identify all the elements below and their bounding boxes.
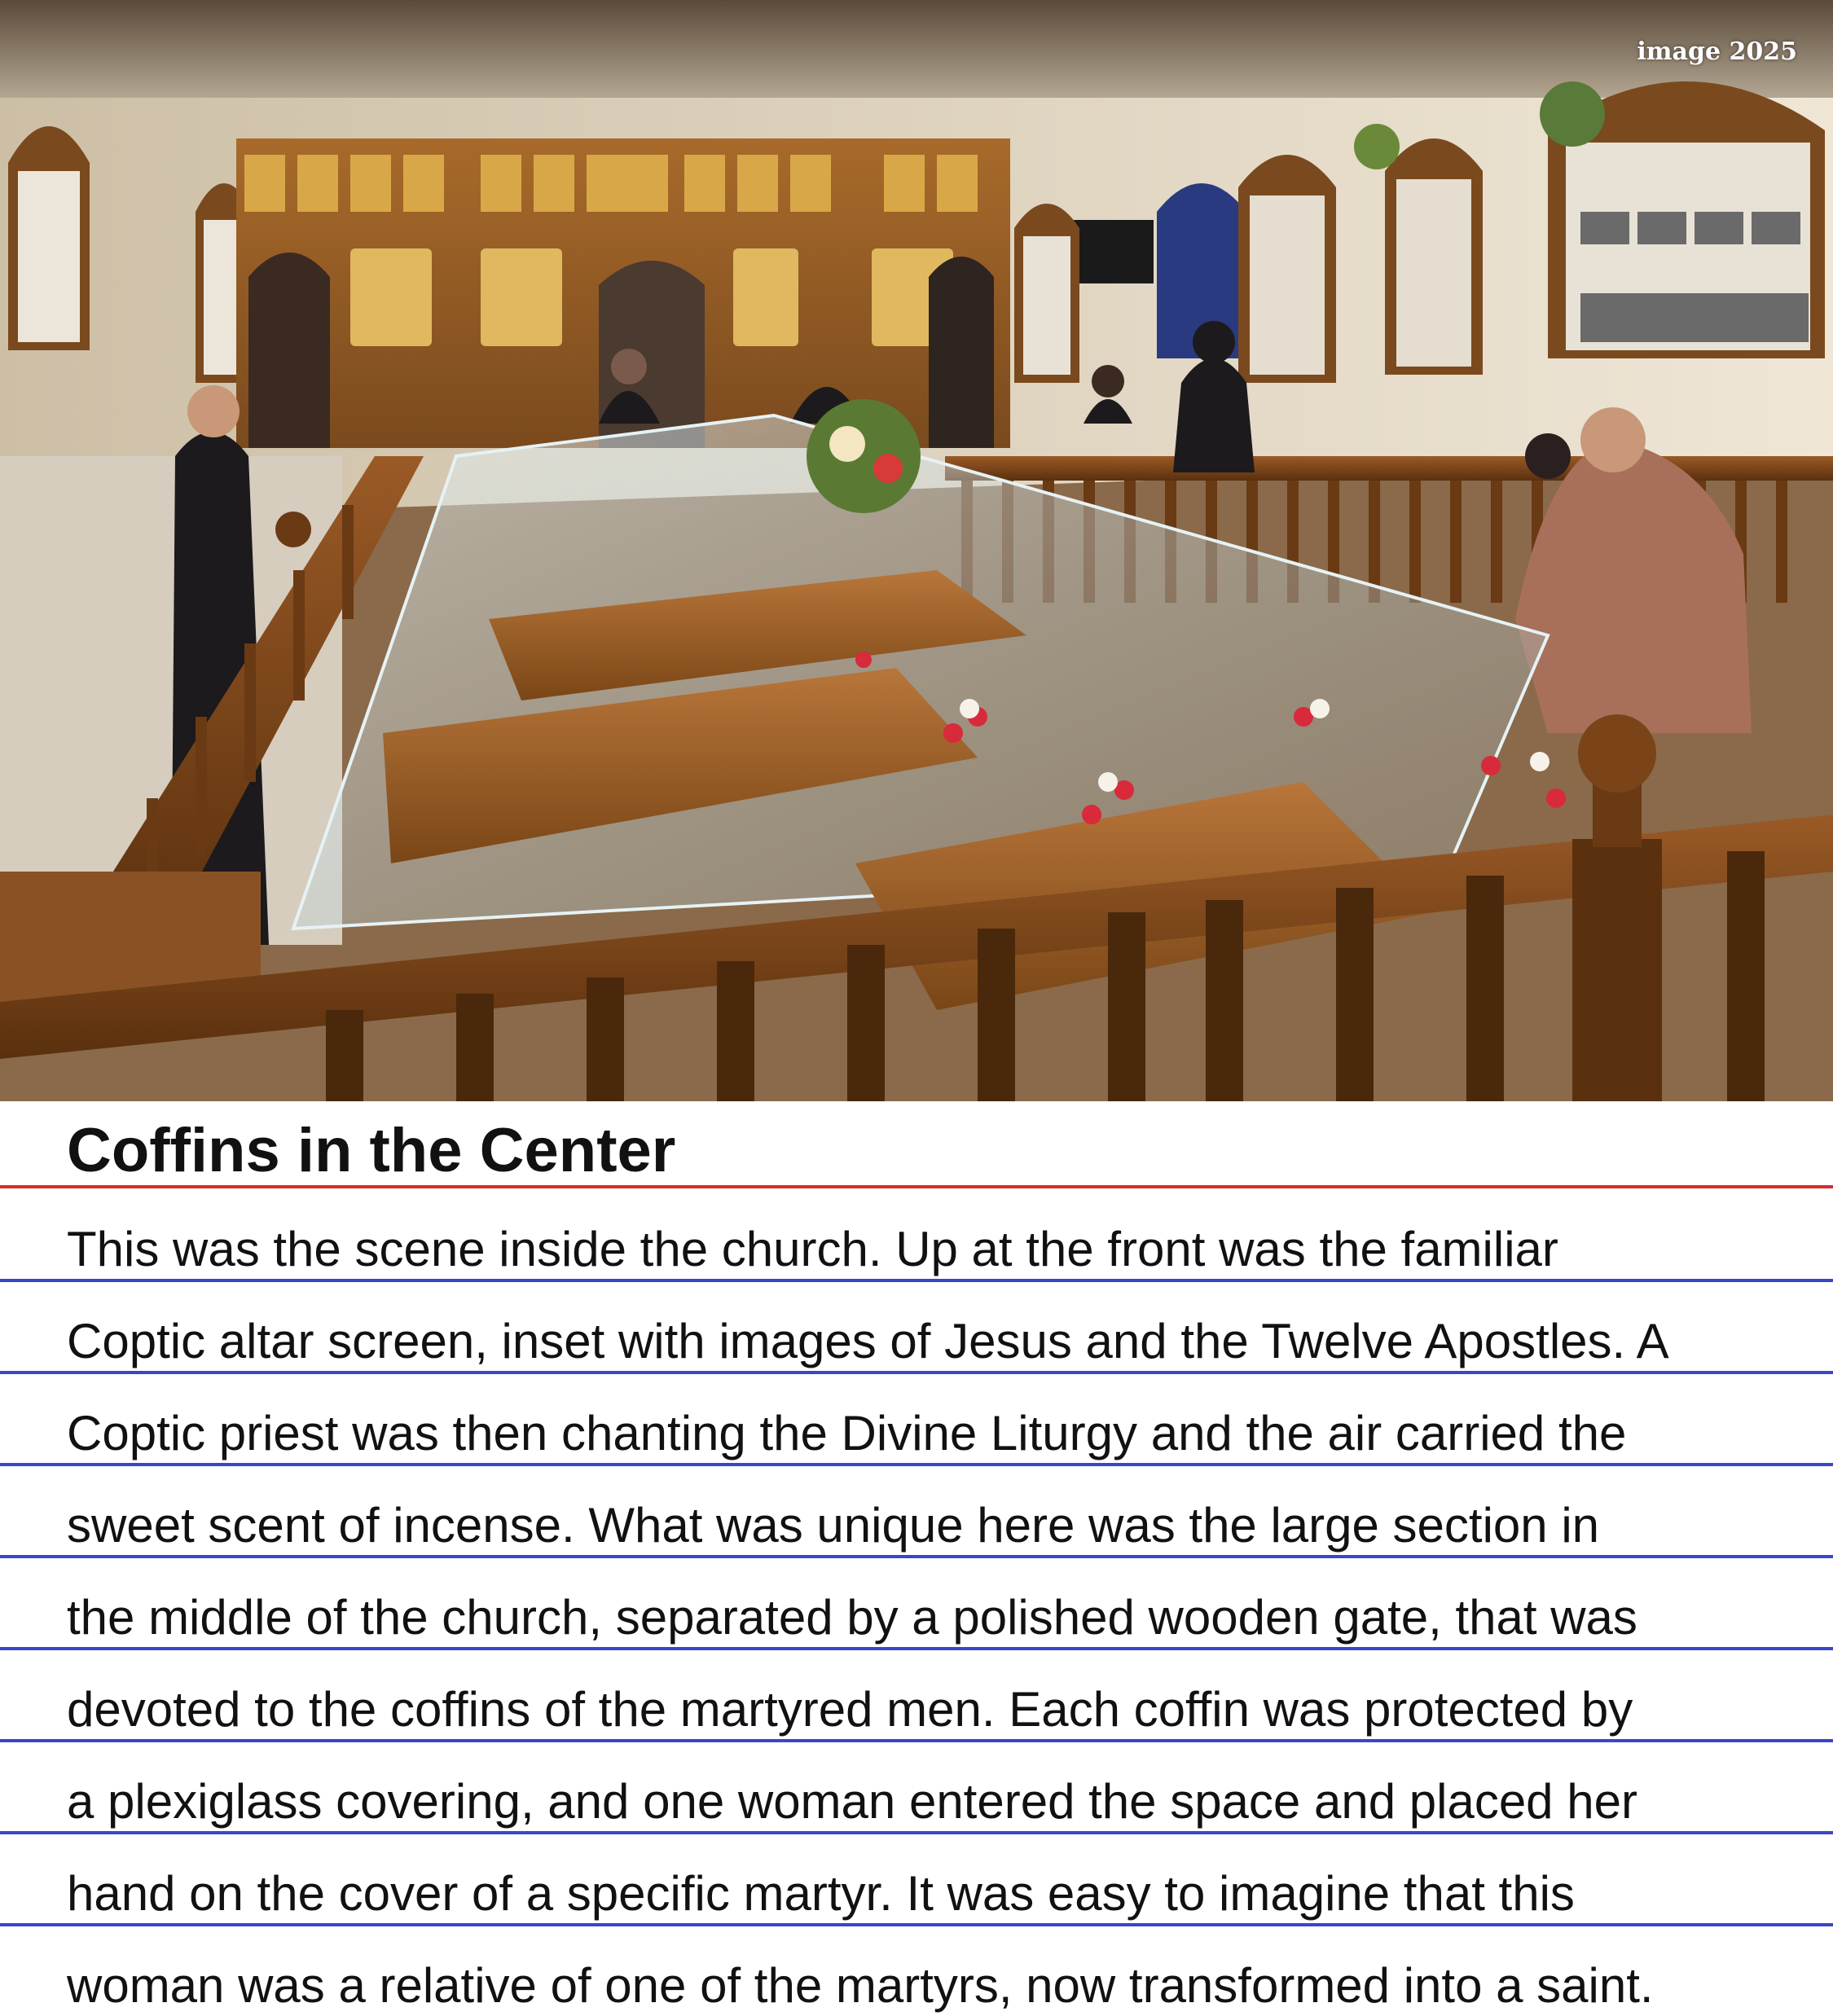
body-line-6: devoted to the coffins of the martyred men. Each coffin was protected by: [67, 1682, 1633, 1737]
body-line-8: hand on the cover of a specific martyr. It was easy to imagine that this: [67, 1866, 1575, 1921]
line-rule: [0, 1739, 1833, 1742]
section-title: Coffins in the Center: [67, 1116, 676, 1185]
line-rule: [0, 1555, 1833, 1558]
line-rule: [0, 1923, 1833, 1926]
body-line-1: This was the scene inside the church. Up at the front was the familiar: [67, 1222, 1558, 1276]
image-credit: image 2025: [1637, 37, 1797, 66]
body-line-4: sweet scent of incense. What was unique here was the large section in: [67, 1498, 1600, 1553]
line-rule: [0, 1279, 1833, 1282]
line-rule: [0, 1831, 1833, 1834]
body-line-7: a plexiglass covering, and one woman entered the space and placed her: [67, 1774, 1637, 1829]
line-rule: [0, 1463, 1833, 1466]
body-line-2: Coptic altar screen, inset with images of Jesus and the Twelve Apostles. A: [67, 1314, 1669, 1368]
body-line-5: the middle of the church, separated by a polished wooden gate, that was: [67, 1590, 1637, 1645]
body-line-9: woman was a relative of one of the martyrs, now transformed into a saint.: [67, 1958, 1654, 2013]
line-rule: [0, 1371, 1833, 1374]
line-rule: [0, 1647, 1833, 1650]
body-line-3: Coptic priest was then chanting the Divine Liturgy and the air carried the: [67, 1406, 1627, 1460]
title-underline: [0, 1185, 1833, 1188]
